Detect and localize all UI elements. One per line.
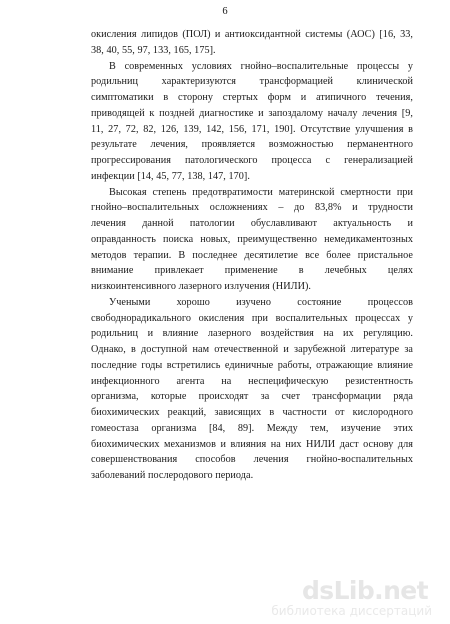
paragraph-first-line: Высокая степень предотвратимости материнской смертности при [109, 186, 413, 198]
text-line: приводящей к поздней диагностике и запоздалому началу лечения [9, [91, 107, 413, 119]
text-line: лечения данной патологии обуславливают актуальность и [91, 218, 413, 229]
text-line: заболеваний послеродового периода. [91, 470, 254, 481]
paragraph-first-line: Учеными хорошо изучено состояние процессов [109, 296, 413, 308]
text-line: гомеостаза организма [84, 89]. Между тем, изучение этих [91, 422, 413, 434]
paragraph-first-line: В современных условиях гнойно–воспалительные процессы у [109, 60, 413, 72]
text-line: последние годы встретились единичные работы, отражающие влияние [91, 359, 413, 371]
text-line: гнойно–воспалительных осложнениях – до 83,8% и трудности [91, 202, 413, 214]
dslib-watermark [258, 578, 440, 620]
text-line: совершенствования способов лечения гнойно-воспалительных [91, 454, 413, 466]
text-line: организма, которые происходят за счет трансформации ряда [91, 391, 413, 403]
text-line: родильниц и влияние лазерного воздействия на их регуляцию. [91, 328, 413, 340]
text-line: оправданность поиска новых, преимущественно немедикаментозных [91, 233, 413, 245]
body-text [91, 27, 413, 484]
text-line: Однако, в доступной нам отечественной и зарубежной литературе за [91, 344, 413, 355]
text-line: внимание привлекает применение в лечебных целях [91, 265, 413, 277]
text-line: окисления липидов (ПОЛ) и антиоксидантной системы (АОС) [16, 33, [91, 29, 413, 40]
text-line: прогрессирования патологического процесса с генерализацией [91, 155, 413, 166]
text-line: 11, 27, 72, 82, 126, 139, 142, 156, 171, 190]. Отсутствие улучшения в [91, 123, 413, 135]
text-line: биохимических механизмов и влияния на них НИЛИ даст основу для [91, 438, 413, 450]
text-line: родильниц характеризуются трансформацией клинической [91, 76, 413, 88]
text-line: результате лечения, проявляется возможностью перманентного [91, 139, 413, 151]
text-line: методов терапии. В последнее десятилетие все более пристальное [91, 249, 413, 261]
text-line: низкоинтенсивного лазерного излучения (НИЛИ). [91, 281, 312, 292]
watermark-logo: dsLib.net [302, 576, 428, 605]
text-line: симптоматики в сторону стертых форм и атипичного течения, [91, 92, 413, 103]
text-line: инфекционного агента на неспецифическую резистентность [91, 375, 413, 387]
text-line: биохимических реакций, зависящих в частности от кислородного [91, 407, 413, 418]
text-line: инфекции [14, 45, 77, 138, 147, 170]. [91, 170, 250, 182]
text-line: свободнорадикального окисления при воспалительных процессах у [91, 312, 413, 324]
watermark-subtitle: библиотека диссертаций [271, 604, 432, 618]
page-number: 6 [222, 6, 228, 17]
text-line: 38, 40, 55, 97, 133, 165, 175]. [91, 44, 216, 56]
